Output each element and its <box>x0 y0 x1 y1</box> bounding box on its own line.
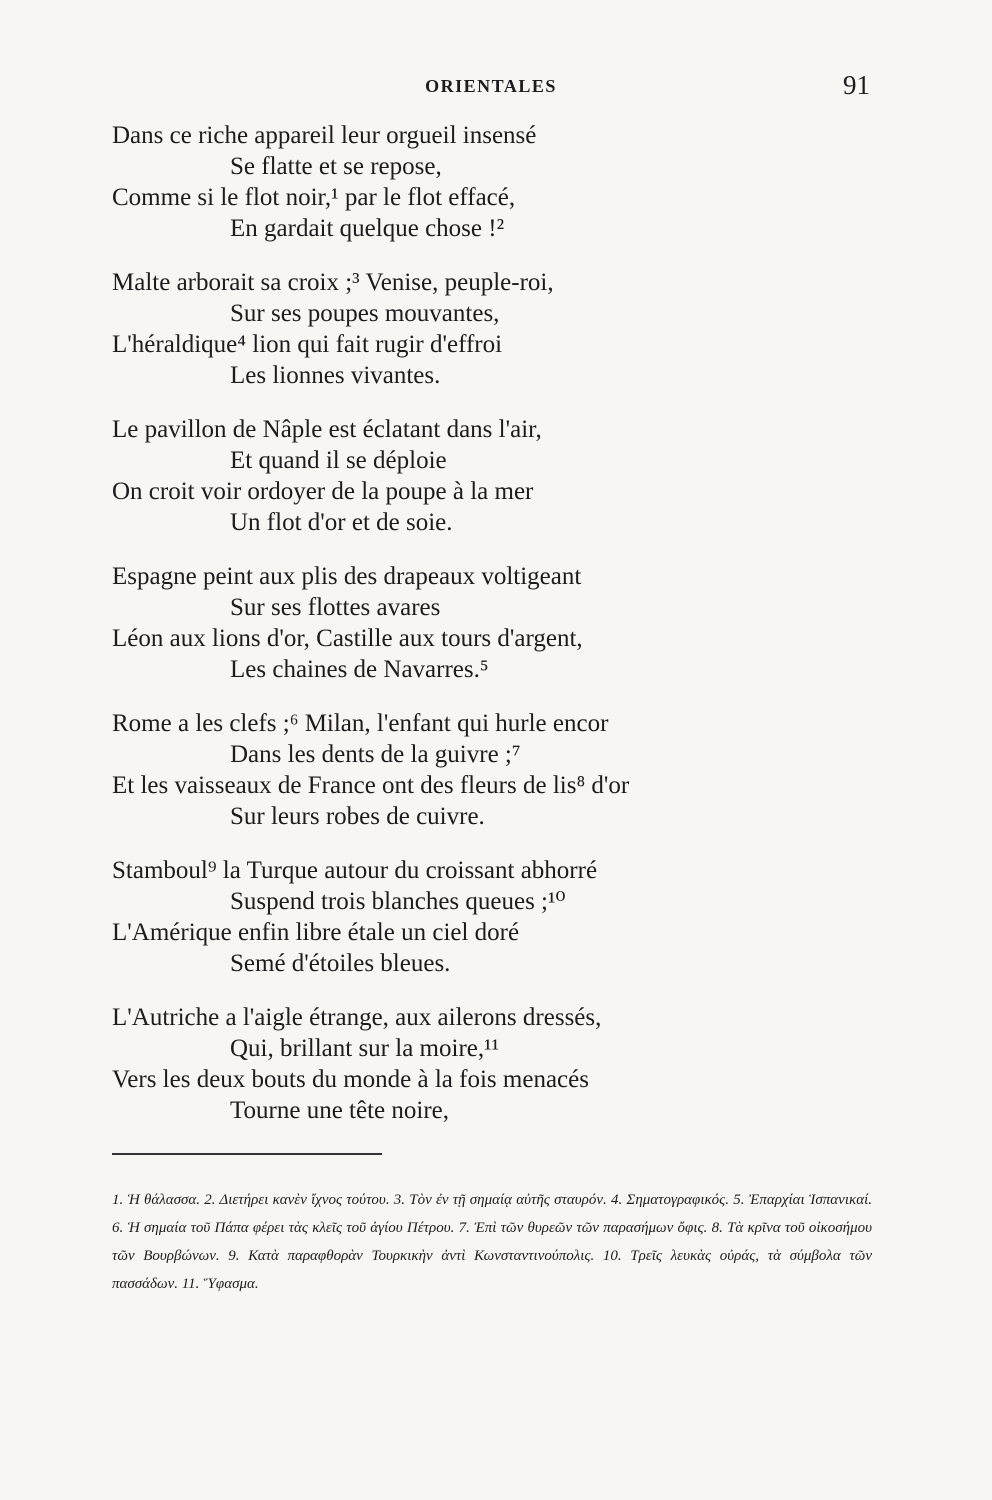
poem <box>112 120 832 1126</box>
verse-line: L'héraldique⁴ lion qui fait rugir d'effroi <box>112 331 503 358</box>
verse-line: Comme si le flot noir,¹ par le flot effacé, <box>112 184 516 211</box>
verse-line: Vers les deux bouts du monde à la fois menacés <box>112 1066 589 1093</box>
verse-line: Semé d'étoiles bleues. <box>230 950 451 977</box>
verse-line: Qui, brillant sur la moire,¹¹ <box>230 1035 500 1062</box>
verse-line: Stamboul⁹ la Turque autour du croissant abhorré <box>112 857 598 884</box>
verse-line: Tourne une tête noire, <box>230 1097 449 1124</box>
verse-line: Sur ses flottes avares <box>230 594 441 621</box>
verse-line: En gardait quelque chose !² <box>230 215 505 242</box>
verse-line: Malte arborait sa croix ;³ Venise, peuple-roi, <box>112 269 554 296</box>
running-title: ORIENTALES <box>425 76 557 96</box>
footnotes <box>112 1186 872 1298</box>
stanza <box>112 120 832 244</box>
stanza <box>112 414 832 538</box>
verse-line: Espagne peint aux plis des drapeaux voltigeant <box>112 563 582 590</box>
verse-line: Léon aux lions d'or, Castille aux tours d'argent, <box>112 625 583 652</box>
verse-line: On croit voir ordoyer de la poupe à la mer <box>112 478 534 505</box>
verse-line: Le pavillon de Nâple est éclatant dans l'air, <box>112 416 542 443</box>
verse-line: Sur leurs robes de cuivre. <box>230 803 485 830</box>
footnote-text: 1. Ἡ θάλασσα. 2. Διετήρει κανὲν ἴχνος τούτου. 3. Τὸν ἐν τῇ σημαίᾳ αὐτῆς σταυρόν. 4. Σηματογραφικός. 5. Ἐπαρχίαι Ἱσπανικαί. 6. Ἡ σημαία τοῦ Πάπα φέρει τὰς κλεῖς τοῦ ἁγίου Πέτρου. 7. Ἐπὶ τῶν θυρεῶν τῶν παρασήμων ὄφις. 8. Τὰ κρῖνα τοῦ οἰκοσήμου τῶν Βουρβώνων. 9. Κατὰ παραφθορὰν Τουρκικὴν ἀντὶ Κωνσταντινούπολις. 10. Τρεῖς λευκὰς οὐράς, τὰ σύμβολα τῶν πασσάδων. 11. Ὕφασμα. <box>112 1192 872 1292</box>
verse-line: Se flatte et se repose, <box>230 153 442 180</box>
verse-line: Dans les dents de la guivre ;⁷ <box>230 741 521 768</box>
verse-line: Un flot d'or et de soie. <box>230 509 453 536</box>
verse-line: Rome a les clefs ;⁶ Milan, l'enfant qui hurle encor <box>112 710 609 737</box>
verse-line: Suspend trois blanches queues ;¹⁰ <box>230 888 566 915</box>
stanza <box>112 1002 832 1126</box>
verse-line: Sur ses poupes mouvantes, <box>230 300 500 327</box>
verse-line: Les lionnes vivantes. <box>230 362 441 389</box>
verse-line: Et les vaisseaux de France ont des fleurs de lis⁸ d'or <box>112 772 630 799</box>
page-number: 91 <box>843 70 870 100</box>
verse-line: Et quand il se déploie <box>230 447 447 474</box>
stanza <box>112 561 832 685</box>
verse-line: L'Autriche a l'aigle étrange, aux ailerons dressés, <box>112 1004 602 1031</box>
footnote-divider <box>112 1153 382 1155</box>
stanza <box>112 708 832 832</box>
verse-line: L'Amérique enfin libre étale un ciel doré <box>112 919 520 946</box>
running-head <box>112 70 870 104</box>
verse-line: Dans ce riche appareil leur orgueil insensé <box>112 122 537 149</box>
stanza <box>112 267 832 391</box>
stanza <box>112 855 832 979</box>
verse-line: Les chaines de Navarres.⁵ <box>230 656 489 683</box>
